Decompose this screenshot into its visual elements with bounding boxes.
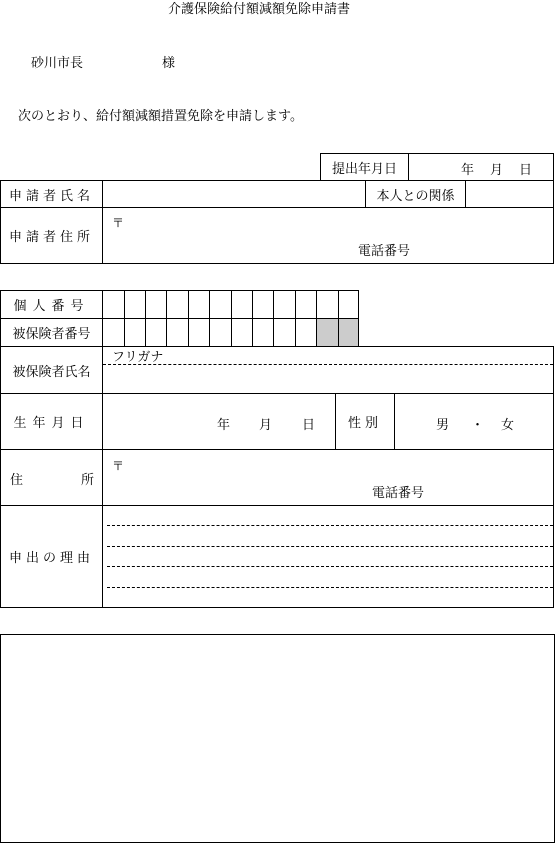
submit-month: 月 bbox=[490, 163, 504, 178]
insured-address-label bbox=[1, 450, 102, 505]
applicant-address-field[interactable] bbox=[124, 210, 552, 236]
reason-label: 申出の理由 bbox=[8, 551, 94, 566]
birth-date-label: 生年月日 bbox=[13, 416, 90, 431]
insured-number-label: 被保険者番号 bbox=[12, 327, 91, 342]
relation-label: 本人との関係 bbox=[376, 188, 455, 204]
intro-text: 次のとおり、給付額減額措置免除を申請します。 bbox=[18, 109, 303, 124]
gender-male-option[interactable]: 男 bbox=[436, 418, 450, 433]
submit-day: 日 bbox=[519, 163, 533, 178]
address-label-left: 住 bbox=[10, 473, 24, 488]
applicant-postal-mark: 〒 bbox=[112, 216, 125, 230]
birth-month: 月 bbox=[259, 418, 273, 433]
insured-name-field[interactable] bbox=[104, 366, 552, 392]
insured-address-field[interactable] bbox=[124, 452, 552, 478]
birth-year: 年 bbox=[217, 418, 231, 433]
addressee-honorific: 様 bbox=[162, 56, 176, 71]
applicant-name-field[interactable] bbox=[104, 182, 364, 206]
gender-female-option[interactable]: 女 bbox=[501, 418, 515, 433]
applicant-name-label: 申請者氏名 bbox=[8, 188, 94, 204]
applicant-phone-label: 電話番号 bbox=[358, 244, 411, 259]
insured-postal-mark: 〒 bbox=[112, 459, 125, 473]
notes-box[interactable] bbox=[0, 634, 555, 843]
furigana-field[interactable] bbox=[172, 347, 552, 363]
page-title: 介護保険給付額減額免除申請書 bbox=[168, 2, 351, 17]
applicant-address-label: 申請者住所 bbox=[8, 230, 94, 245]
insured-phone-label: 電話番号 bbox=[372, 486, 425, 501]
personal-number-label: 個人番号 bbox=[13, 299, 90, 314]
submit-year: 年 bbox=[461, 163, 475, 178]
furigana-label: フリガナ bbox=[112, 350, 164, 365]
birth-day: 日 bbox=[302, 418, 316, 433]
addressee-mayor: 砂川市長 bbox=[31, 56, 84, 71]
relation-field[interactable] bbox=[467, 182, 552, 206]
submit-date-label: 提出年月日 bbox=[331, 161, 397, 177]
address-label-right: 所 bbox=[81, 473, 95, 488]
gender-label: 性別 bbox=[347, 416, 382, 431]
reason-field[interactable] bbox=[104, 507, 552, 606]
gender-separator: ・ bbox=[471, 418, 485, 433]
insured-name-label: 被保険者氏名 bbox=[12, 364, 91, 380]
